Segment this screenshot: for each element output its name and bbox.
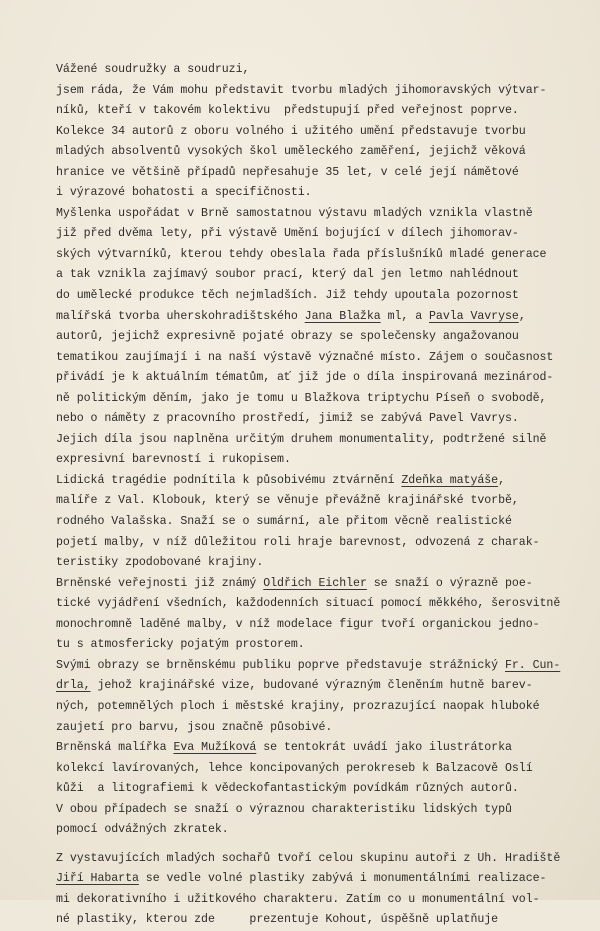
underlined-name: Eva Mužíková <box>173 741 257 755</box>
text-segment: tu s atmosfericky pojatým prostorem. <box>56 638 305 652</box>
text-line <box>56 60 600 81</box>
text-line <box>56 389 600 410</box>
text-segment: Svými obrazy se brněnskému publiku poprve představuje strážnický <box>56 658 505 672</box>
text-line <box>56 615 600 636</box>
text-segment: jehož krajinářské vize, budované výrazným členěním hutně barev- <box>90 679 533 693</box>
text-segment: Lidická tragédie podnítila k působivému ztvárnění <box>56 473 402 487</box>
text-segment: , <box>518 309 526 323</box>
text-line <box>56 553 600 574</box>
text-segment: a tak vznikla zajímavý soubor prací, který dal jen letmo nahlédnout <box>56 268 519 282</box>
text-segment: nebo o náměty z pracovního prostředí, jimiž se zabývá Pavel Vavrys. <box>56 412 519 426</box>
text-segment: ských výtvarníků, kterou tehdy obeslala řada příslušníků mladé generace <box>56 247 547 261</box>
text-line <box>56 800 600 821</box>
text-line <box>56 163 600 184</box>
text-segment: kolekcí lavírovaných, lehce koncipovaných perokreseb k Balzacově Oslí <box>56 761 533 775</box>
text-segment: se vedle volné plastiky zabývá i monumentálními realizace- <box>138 872 547 886</box>
text-line <box>56 491 600 512</box>
text-segment: do umělecké produkce těch nejmladších. Již tehdy upoutala pozornost <box>56 289 519 303</box>
text-segment: ně politickým děním, jako je tomu u Blažkova triptychu Píseň o svobodě, <box>56 391 547 405</box>
text-line <box>56 574 600 595</box>
text-line <box>56 183 600 204</box>
text-segment: mladých absolventů vysokých škol uměleckého zaměření, jejichž věková <box>56 145 526 159</box>
text-line <box>56 635 600 656</box>
text-segment: zaujetí pro barvu, jsou značně působivé. <box>56 720 333 734</box>
text-line <box>56 718 600 739</box>
text-segment: Brněnské veřejnosti již známý <box>56 576 264 590</box>
text-segment: mi dekorativního i užitkového charakteru. Zatím co u monumentální vol- <box>56 892 540 906</box>
text-line <box>56 594 600 615</box>
text-segment: pojetí malby, v níž důležitou roli hraje barevnost, odvozená z charak- <box>56 535 540 549</box>
text-segment: autorů, jejichž expresivně pojaté obrazy se společensky angažovanou <box>56 330 519 344</box>
text-line <box>56 224 600 245</box>
text-line <box>56 697 600 718</box>
text-segment: i výrazové bohatosti a specifičnosti. <box>56 186 312 200</box>
text-segment: Z vystavujících mladých sochařů tvoří celou skupinu autoři z Uh. Hradiště <box>56 851 561 865</box>
text-line <box>56 656 600 677</box>
text-line <box>56 890 600 911</box>
text-segment: níků, kteří v takovém kolektivu předstupují před veřejnost poprve. <box>56 104 519 118</box>
text-line <box>56 286 600 307</box>
text-line <box>56 910 600 931</box>
text-segment: pomocí odvážných zkratek. <box>56 823 229 837</box>
text-segment: Kolekce 34 autorů z oboru volného i užitého umění představuje tvorbu <box>56 124 526 138</box>
text-segment: Myšlenka uspořádat v Brně samostatnou výstavu mladých vznikla vlastně <box>56 206 533 220</box>
text-segment: rodného Valašska. Snaží se o sumární, ale přitom věcně realistické <box>56 515 512 529</box>
text-line <box>56 204 600 225</box>
underlined-name: Jiří Habarta <box>56 872 139 886</box>
text-line <box>56 820 600 841</box>
text-line <box>56 430 600 451</box>
text-line <box>56 265 600 286</box>
text-segment: Vážené soudružky a soudruzi, <box>56 63 250 76</box>
text-segment: ných, potemnělých ploch i městské krajiny, prozrazující naopak hluboké <box>56 699 540 713</box>
text-segment: jsem ráda, že Vám mohu představit tvorbu mladých jihomoravských výtvar- <box>56 83 547 97</box>
text-segment: se tentokrát uvádí jako ilustrátorka <box>256 741 512 755</box>
underlined-name: Oldřich Eichler <box>263 576 367 590</box>
text-line <box>56 779 600 800</box>
underlined-name: Pavla Vavryse <box>429 309 519 323</box>
text-line <box>56 512 600 533</box>
text-segment: teristiky zpodobované krajiny. <box>56 556 264 570</box>
text-line <box>56 101 600 122</box>
text-line <box>56 533 600 554</box>
text-line <box>56 348 600 369</box>
underlined-name: Zdeňka matyáše <box>401 473 499 487</box>
text-segment: Jejich díla jsou naplněna určitým druhem monumentality, podtržené silně <box>56 432 547 446</box>
text-line <box>56 471 600 492</box>
text-segment: V obou případech se snaží o výraznou charakteristiku lidských typů <box>56 802 512 816</box>
text-line <box>56 368 600 389</box>
text-line <box>56 142 600 163</box>
text-segment: expresivní barevností i rukopisem. <box>56 453 291 467</box>
text-line <box>56 81 600 102</box>
text-segment: se snaží o výrazně poe- <box>366 576 533 590</box>
text-line <box>56 122 600 143</box>
underlined-name: Jana Blažka <box>304 309 381 323</box>
text-line <box>56 869 600 890</box>
text-segment: tické vyjádření všedních, každodenních situací pomocí měkkého, šerosvitně <box>56 597 561 611</box>
text-line <box>56 307 600 328</box>
typed-text-body <box>56 60 600 931</box>
text-segment: hranice ve většině případů nepřesahuje 35 let, v celé její námětové <box>56 165 519 179</box>
text-segment: né plastiky, kterou zde prezentuje Kohout, úspěšně uplatňuje <box>56 913 499 927</box>
text-line <box>56 245 600 266</box>
text-segment: malíře z Val. Klobouk, který se věnuje převážně krajinářské tvorbě, <box>56 494 519 508</box>
text-segment: malířská tvorba uherskohradištského <box>56 309 305 323</box>
text-segment: , <box>498 473 506 487</box>
text-line <box>56 849 600 870</box>
text-segment: kůži a litografiemi k vědeckofantastickým povídkám různých autorů. <box>56 782 519 796</box>
text-segment: Brněnská malířka <box>56 741 174 755</box>
underlined-name: Fr. Cun- <box>504 658 561 672</box>
text-line <box>56 759 600 780</box>
text-segment: monochromně laděné malby, v níž modelace figur tvoří organickou jedno- <box>56 617 540 631</box>
text-line <box>56 738 600 759</box>
text-line <box>56 327 600 348</box>
underlined-name: drla, <box>56 679 91 693</box>
text-segment: přivádí je k aktuálním tématům, ať již jde o díla inspirovaná mezinárod- <box>56 371 554 385</box>
text-line <box>56 841 600 849</box>
text-segment: již před dvěma lety, při výstavě Umění bojující v dílech jihomorav- <box>56 227 519 241</box>
text-line <box>56 409 600 430</box>
text-segment: ml, a <box>380 309 430 323</box>
text-line <box>56 450 600 471</box>
text-line <box>56 676 600 697</box>
text-segment: tematikou zaujímají i na naší výstavě význačné místo. Zájem o současnost <box>56 350 554 364</box>
